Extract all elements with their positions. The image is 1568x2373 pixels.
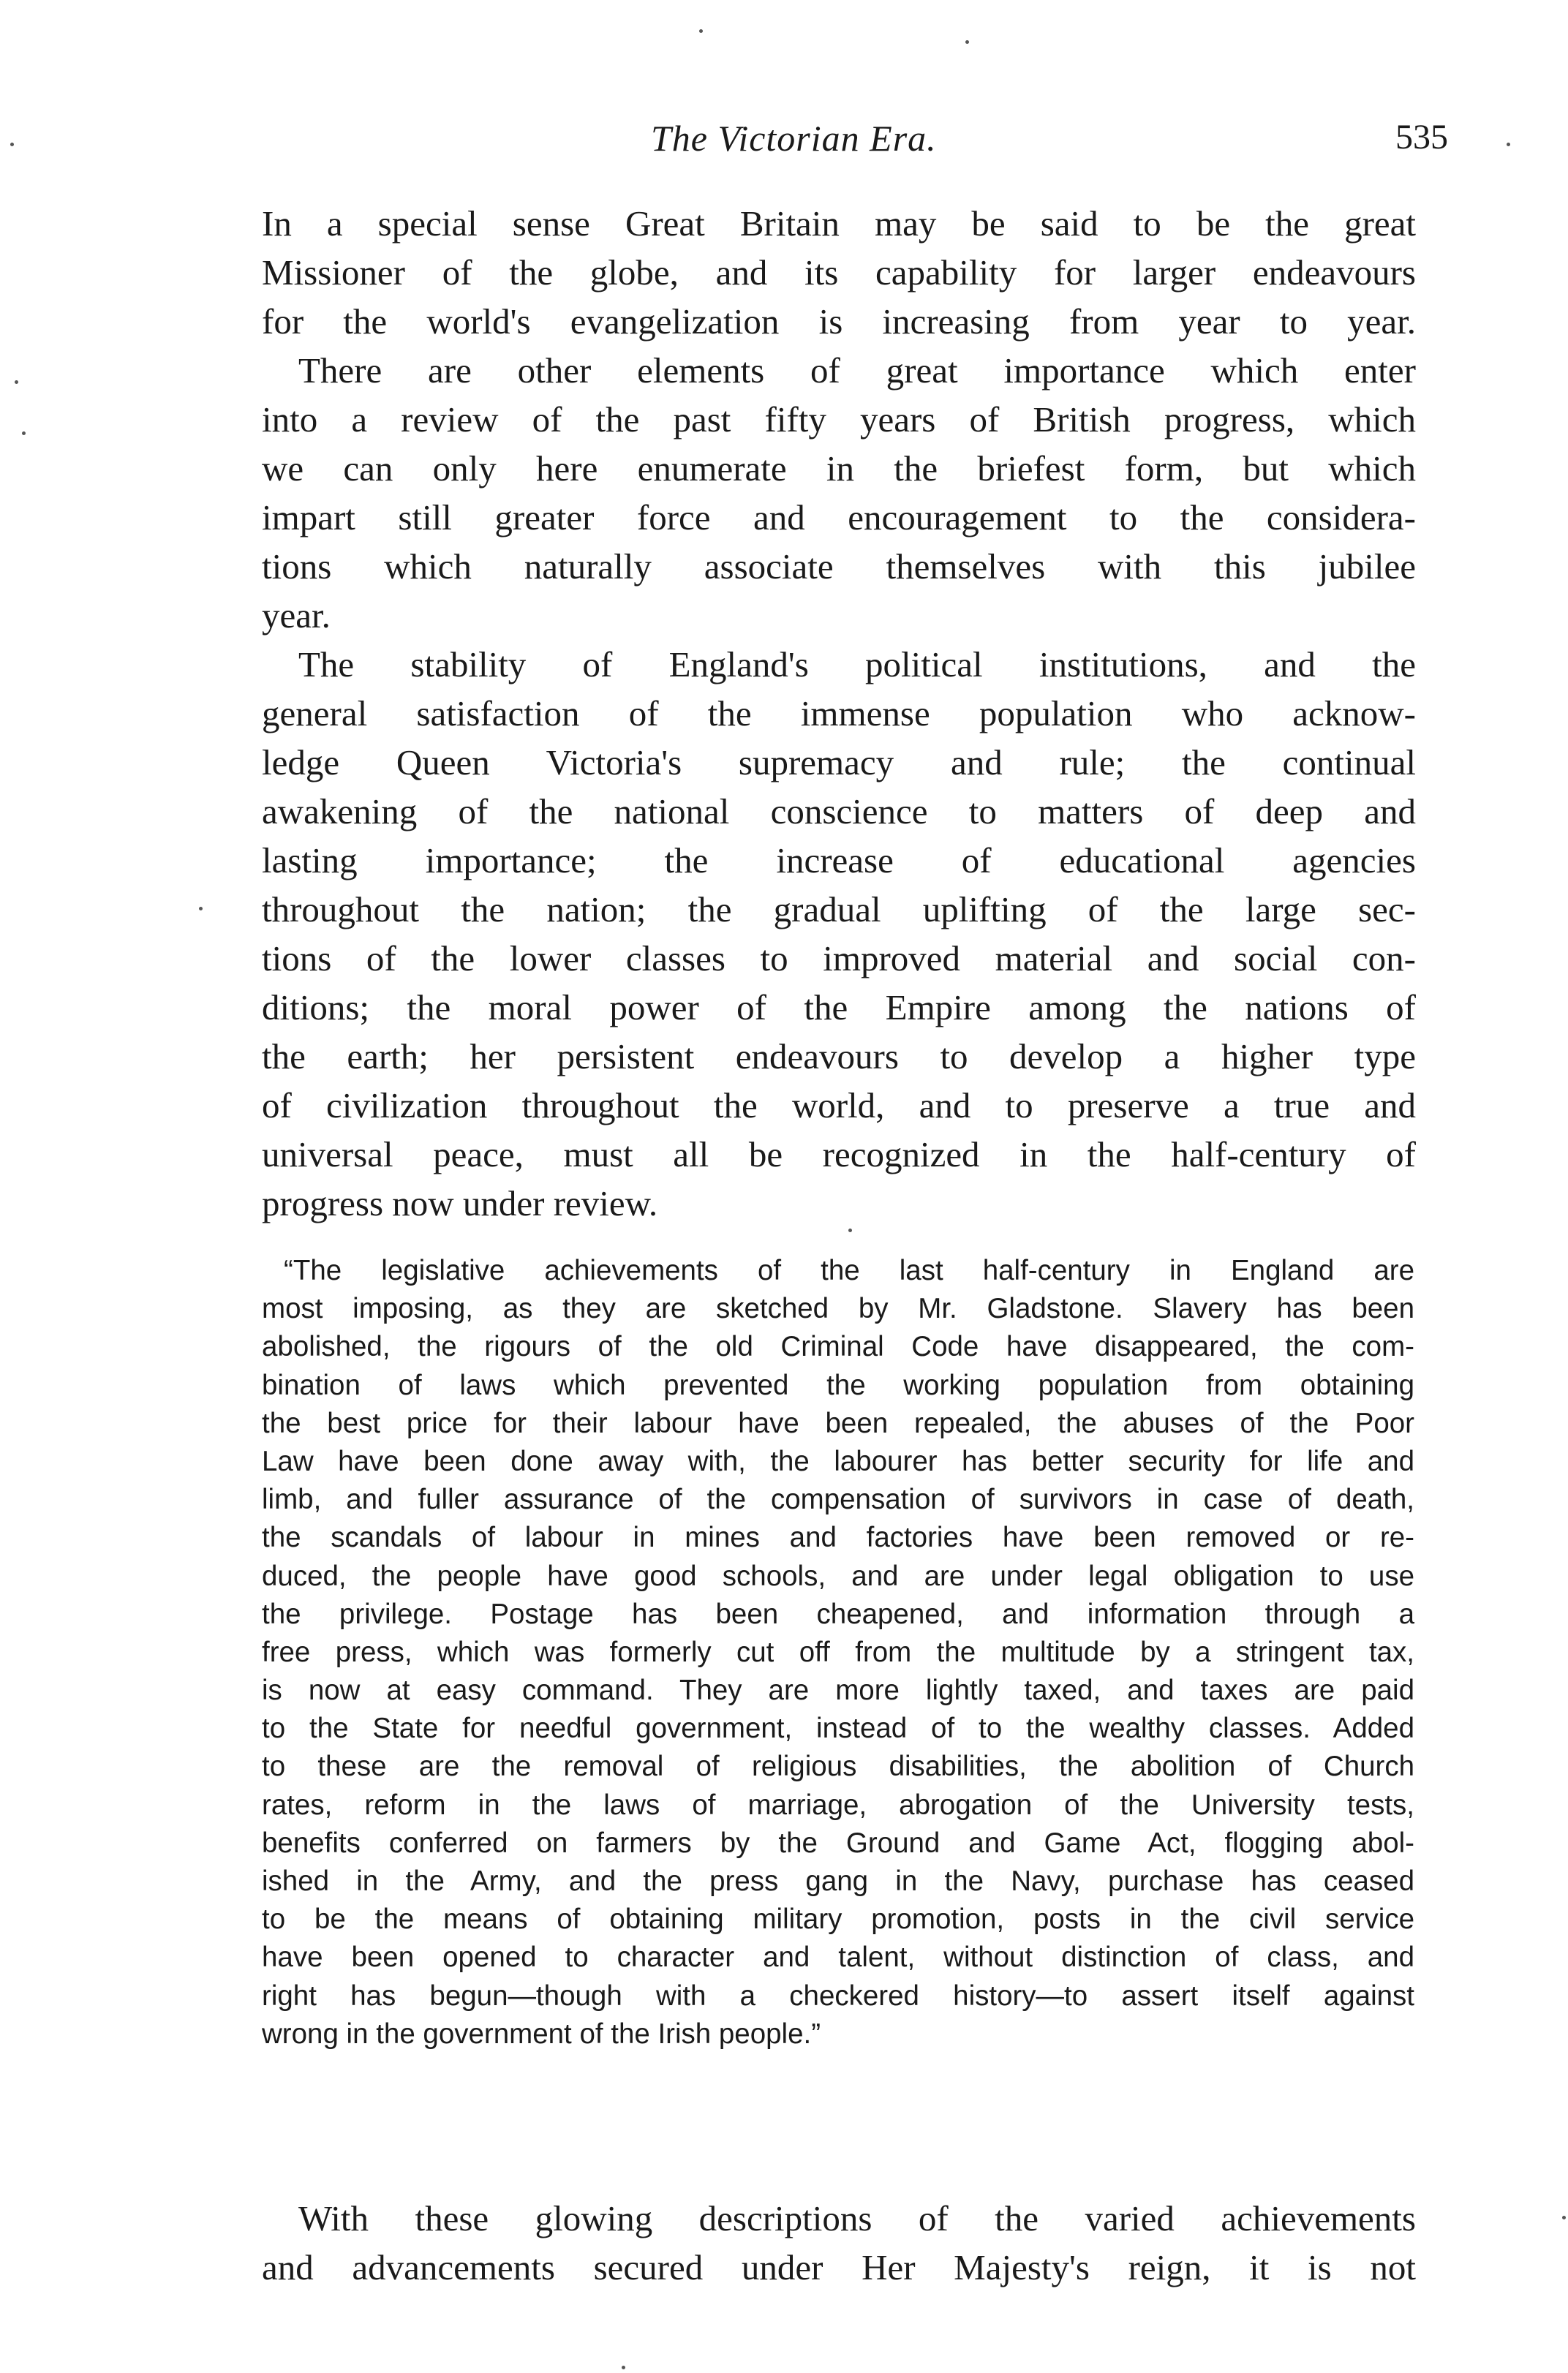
text-line: throughout the nation; the gradual uplifting of the large sec-: [262, 889, 1416, 929]
text-line: In a special sense Great Britain may be said to be the great: [262, 203, 1416, 244]
closing-text: [262, 2194, 1416, 2292]
quote-line: Law have been done away with, the labourer has better security for life and: [262, 1445, 1414, 1477]
quote-line: the best price for their labour have been repealed, the abuses of the Poor: [262, 1407, 1414, 1439]
text-line: and advancements secured under Her Majesty's reign, it is not: [262, 2247, 1416, 2287]
text-line: of civilization throughout the world, and to preserve a true and: [262, 1085, 1416, 1125]
scan-speck: [965, 40, 969, 44]
quote-line: right has begun—though with a checkered history—to assert itself against: [262, 1980, 1414, 2012]
quote-line: to these are the removal of religious disabilities, the abolition of Church: [262, 1751, 1414, 1783]
quote-line: “The legislative achievements of the last half-century in England are: [284, 1255, 1414, 1286]
quote-line: to the State for needful government, instead of to the wealthy classes. Added: [262, 1713, 1414, 1745]
text-line: we can only here enumerate in the briefest form, but which: [262, 448, 1416, 488]
text-line: The stability of England's political institutions, and the: [298, 644, 1416, 684]
scan-speck: [1562, 2216, 1566, 2219]
quote-line: ished in the Army, and the press gang in the Navy, purchase has ceased: [262, 1865, 1414, 1897]
quote-line: to be the means of obtaining military promotion, posts in the civil service: [262, 1904, 1414, 1936]
quote-line: wrong in the government of the Irish people.”: [262, 2018, 821, 2050]
scan-speck: [22, 431, 26, 435]
scan-speck: [622, 2366, 625, 2369]
quote-line: the privilege. Postage has been cheapened, and information through a: [262, 1598, 1414, 1630]
quote-line: duced, the people have good schools, and are under legal obligation to use: [262, 1560, 1414, 1592]
text-line: With these glowing descriptions of the varied achievements: [298, 2198, 1416, 2238]
text-line: general satisfaction of the immense population who acknow-: [262, 693, 1416, 733]
quote-line: rates, reform in the laws of marriage, abrogation of the University tests,: [262, 1789, 1414, 1821]
running-head: [263, 117, 1470, 168]
text-line: lasting importance; the increase of educational agencies: [262, 840, 1416, 880]
text-line: ledge Queen Victoria's supremacy and rule; the continual: [262, 742, 1416, 782]
text-line: ditions; the moral power of the Empire among the nations of: [262, 987, 1416, 1027]
scan-speck: [1507, 143, 1510, 146]
text-line: for the world's evangelization is increasing from year to year.: [262, 301, 1416, 342]
main-text: [262, 199, 1416, 1228]
text-line: year.: [262, 595, 331, 635]
text-line: universal peace, must all be recognized in the half-century of: [262, 1134, 1416, 1174]
scan-speck: [699, 29, 703, 33]
running-title: The Victorian Era.: [651, 118, 937, 159]
text-line: into a review of the past fifty years of British progress, which: [262, 399, 1416, 439]
text-line: the earth; her persistent endeavours to develop a higher type: [262, 1036, 1416, 1076]
quote-line: free press, which was formerly cut off from the multitude by a stringent tax,: [262, 1636, 1414, 1668]
text-line: tions of the lower classes to improved material and social con-: [262, 938, 1416, 978]
scan-speck: [10, 143, 14, 146]
page-number: 535: [1395, 118, 1448, 156]
text-line: impart still greater force and encouragement to the considera-: [262, 497, 1416, 537]
quote-line: benefits conferred on farmers by the Ground and Game Act, flogging abol-: [262, 1827, 1414, 1859]
text-line: Missioner of the globe, and its capability for larger endeavours: [262, 252, 1416, 293]
quote-line: is now at easy command. They are more lightly taxed, and taxes are paid: [262, 1675, 1414, 1707]
text-line: tions which naturally associate themselves with this jubilee: [262, 546, 1416, 586]
quote-line: limb, and fuller assurance of the compensation of survivors in case of death,: [262, 1484, 1414, 1516]
quote-line: most imposing, as they are sketched by Mr. Gladstone. Slavery has been: [262, 1293, 1414, 1325]
block-quotation: [262, 1252, 1414, 2053]
quote-line: abolished, the rigours of the old Criminal Code have disappeared, the com-: [262, 1331, 1414, 1363]
text-line: There are other elements of great importance which enter: [298, 350, 1416, 391]
quote-line: have been opened to character and talent, without distinction of class, and: [262, 1942, 1414, 1974]
scan-speck: [15, 380, 18, 384]
scan-speck: [199, 907, 203, 910]
text-line: awakening of the national conscience to matters of deep and: [262, 791, 1416, 831]
text-line: progress now under review.: [262, 1183, 658, 1223]
quote-line: the scandals of labour in mines and factories have been removed or re-: [262, 1522, 1414, 1554]
quote-line: bination of laws which prevented the working population from obtaining: [262, 1369, 1414, 1401]
scan-speck: [848, 1229, 852, 1232]
